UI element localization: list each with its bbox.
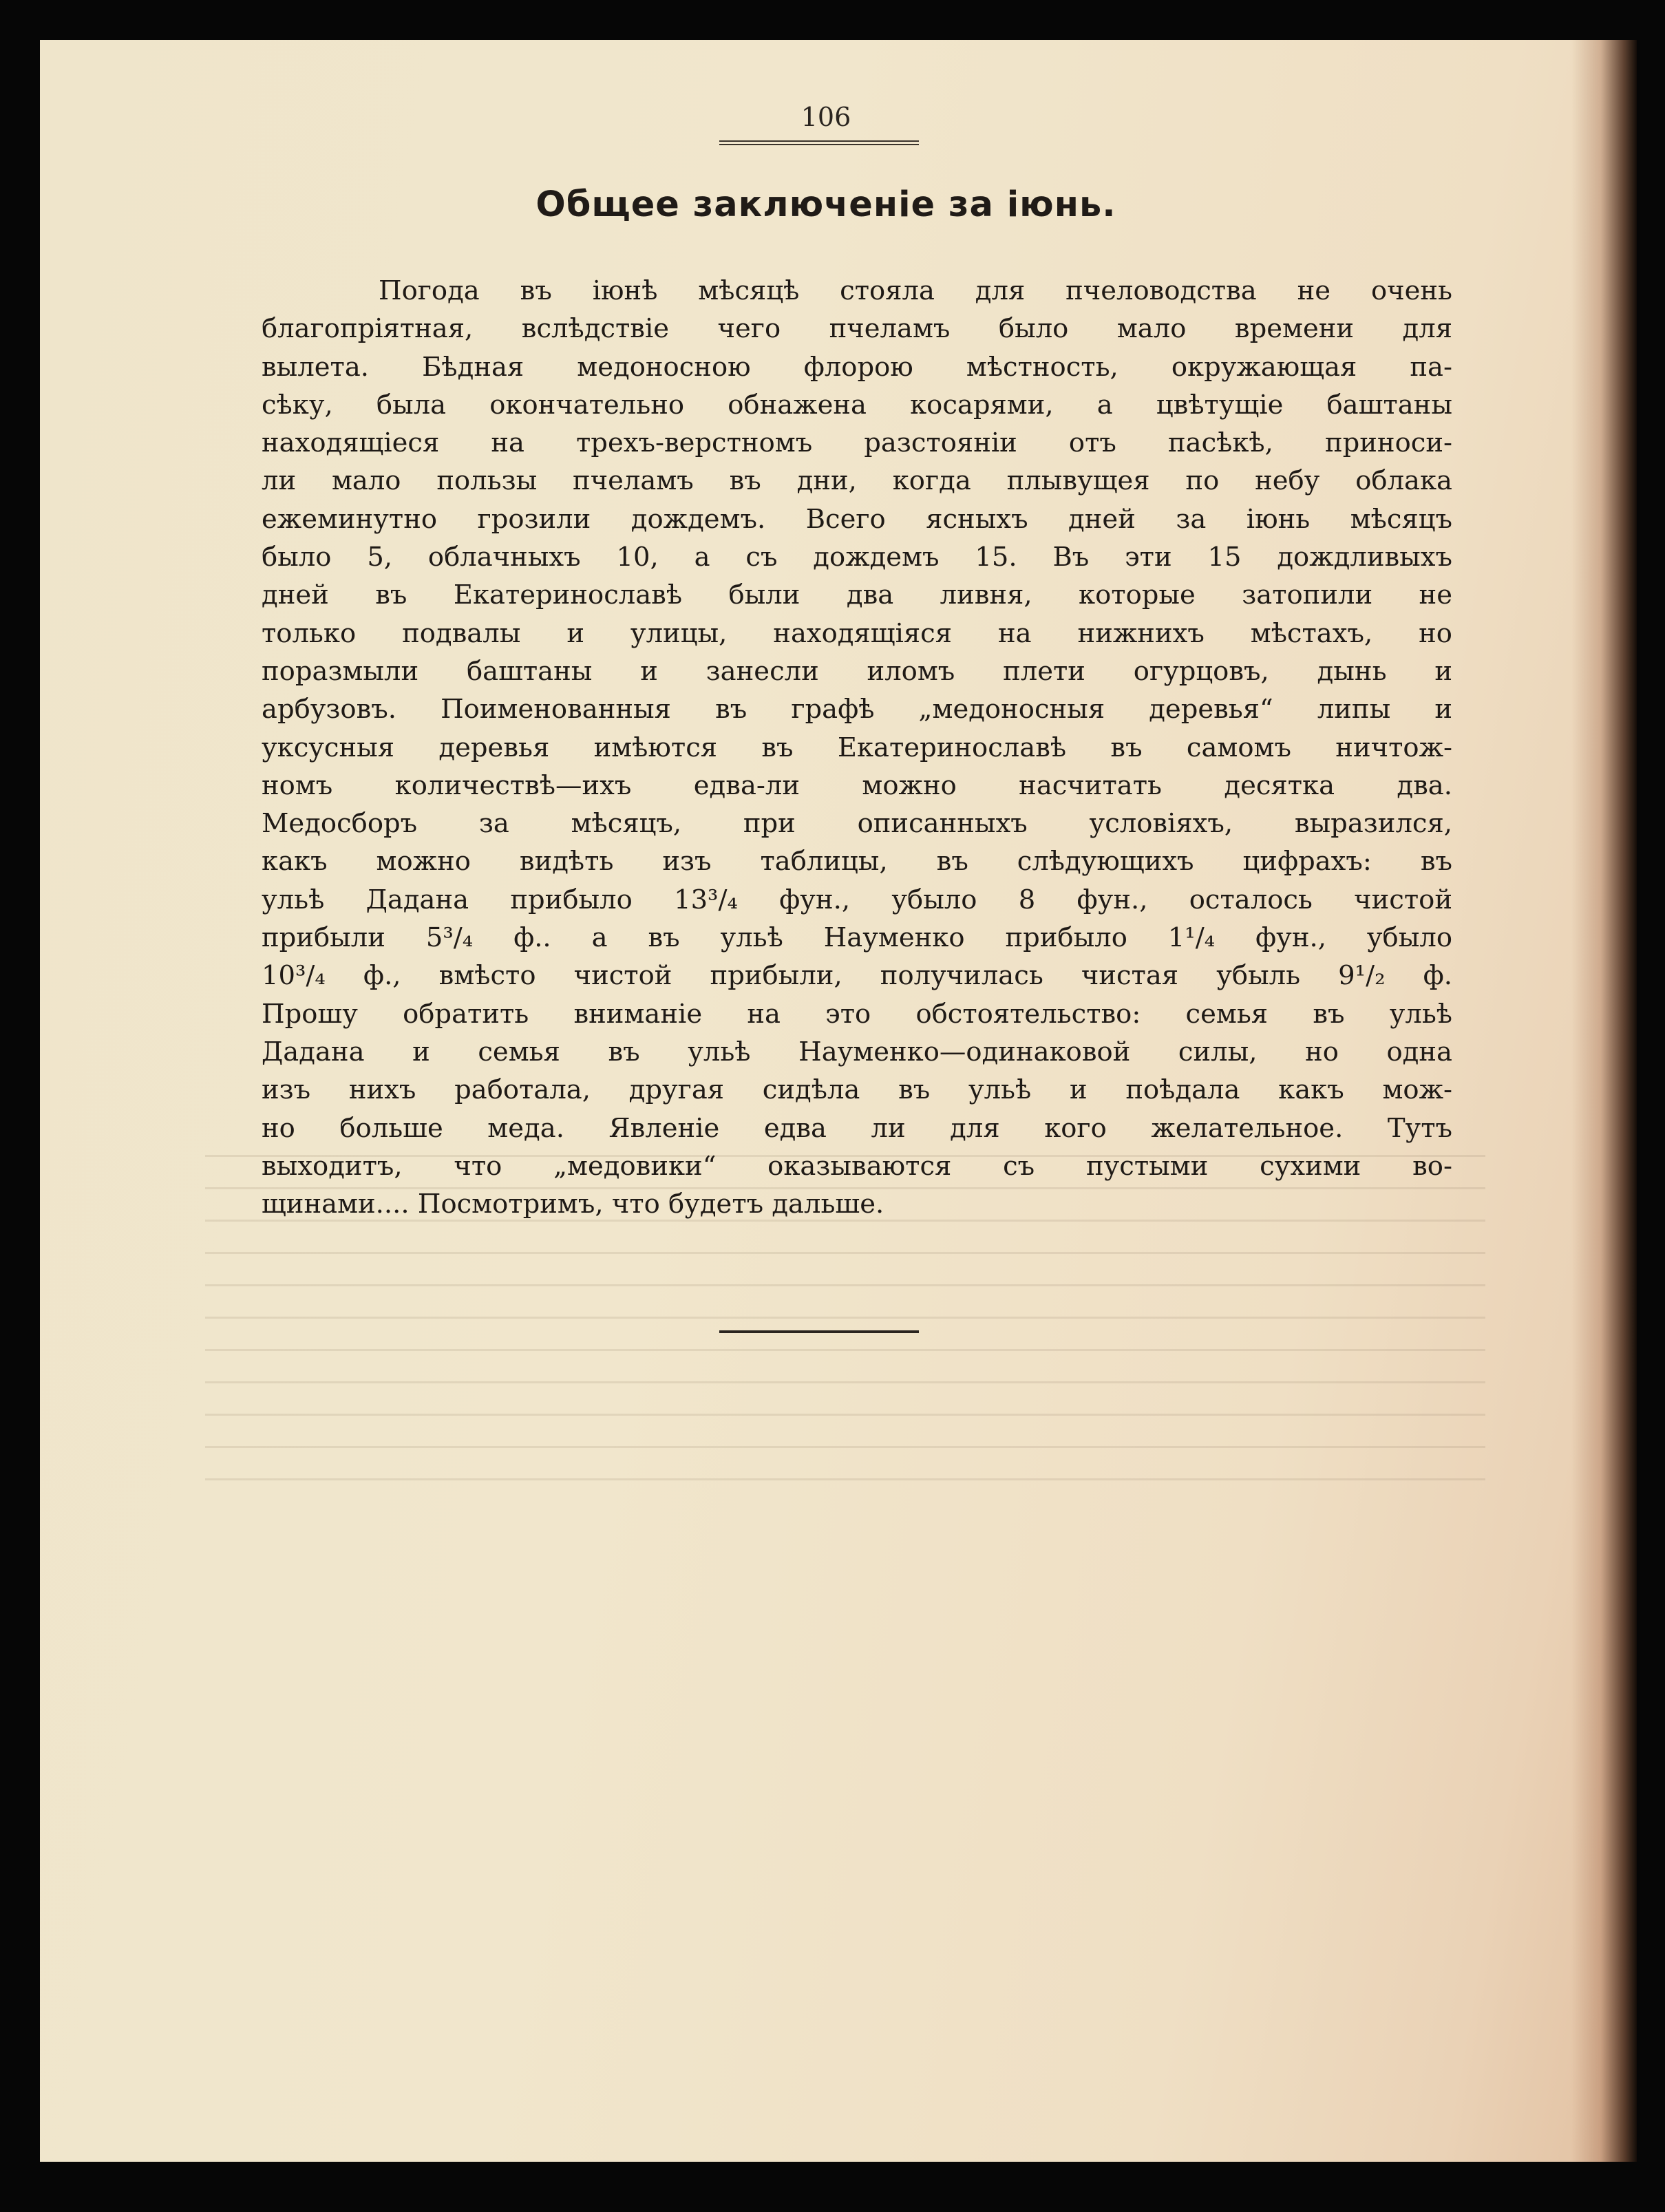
page-edge-shadow — [1571, 40, 1637, 2162]
text-line: выходитъ, что „медовики“ оказываются съ пустыми сухими во- — [262, 1150, 1452, 1182]
text-line: арбузовъ. Поименованныя въ графѣ „медоносныя деревья“ липы и — [262, 694, 1452, 725]
text-line: поразмыли баштаны и занесли иломъ плети огурцовъ, дынь и — [262, 655, 1452, 687]
text-line: только подвалы и улицы, находящiяся на нижнихъ мѣстахъ, но — [262, 617, 1452, 649]
text-line: ульѣ Дадана прибыло 13³/₄ фун., убыло 8 фун., осталось чистой — [262, 884, 1452, 915]
text-line: изъ нихъ работала, другая сидѣла въ ульѣ и поѣдала какъ мож- — [262, 1074, 1452, 1106]
text-line: номъ количествѣ—ихъ едва-ли можно насчитать десятка два. — [262, 769, 1452, 801]
text-line: Прошу обратить вниманiе на это обстоятельство: семья въ ульѣ — [262, 998, 1452, 1030]
text-line: уксусныя деревья имѣются въ Екатеринославѣ въ самомъ ничтож- — [262, 732, 1452, 763]
text-line: 10³/₄ ф., вмѣсто чистой прибыли, получилась чистая убыль 9¹/₂ ф. — [262, 960, 1452, 992]
section-title: Общее заключенiе за iюнь. — [535, 184, 1116, 225]
text-line: вылета. Бѣдная медоносною флорою мѣстность, окружающая па- — [262, 351, 1452, 383]
page-number: 106 — [800, 102, 851, 132]
text-line: Дадана и семья въ ульѣ Науменко—одинаковой силы, но одна — [262, 1036, 1452, 1067]
text-line: Погода въ iюнѣ мѣсяцѣ стояла для пчеловодства не очень — [379, 275, 1452, 306]
text-line: ежеминутно грозили дождемъ. Всего ясныхъ дней за iюнь мѣсяцъ — [262, 503, 1452, 535]
text-line: какъ можно видѣть изъ таблицы, въ слѣдующихъ цифрахъ: въ — [262, 846, 1452, 878]
text-line: прибыли 5³/₄ ф.. а въ ульѣ Науменко прибыло 1¹/₄ фун., убыло — [262, 922, 1452, 954]
text-line: сѣку, была окончательно обнажена косарями, а цвѣтущiе баштаны — [262, 389, 1452, 421]
text-line: было 5, облачныхъ 10, а съ дождемъ 15. Въ эти 15 дождливыхъ — [262, 542, 1452, 573]
text-line: благопрiятная, вслѣдствiе чего пчеламъ было мало времени для — [262, 313, 1452, 345]
header-double-rule — [719, 140, 919, 145]
text-line: дней въ Екатеринославѣ были два ливня, которые затопили не — [262, 579, 1452, 611]
text-line: щинами.... Посмотримъ, что будетъ дальше. — [262, 1189, 884, 1220]
text-line: ли мало пользы пчеламъ въ дни, когда плывущея по небу облака — [262, 465, 1452, 497]
closing-rule — [719, 1330, 919, 1333]
text-line: Медосборъ за мѣсяцъ, при описанныхъ условiяхъ, выразился, — [262, 808, 1452, 840]
text-line: находящiеся на трехъ-верстномъ разстоянiи отъ пасѣкѣ, приноси- — [262, 427, 1452, 459]
text-line: но больше меда. Явленiе едва ли для кого желательное. Тутъ — [262, 1112, 1452, 1144]
body-paragraph — [262, 272, 1452, 1223]
bleed-through-table — [205, 1155, 1485, 1637]
